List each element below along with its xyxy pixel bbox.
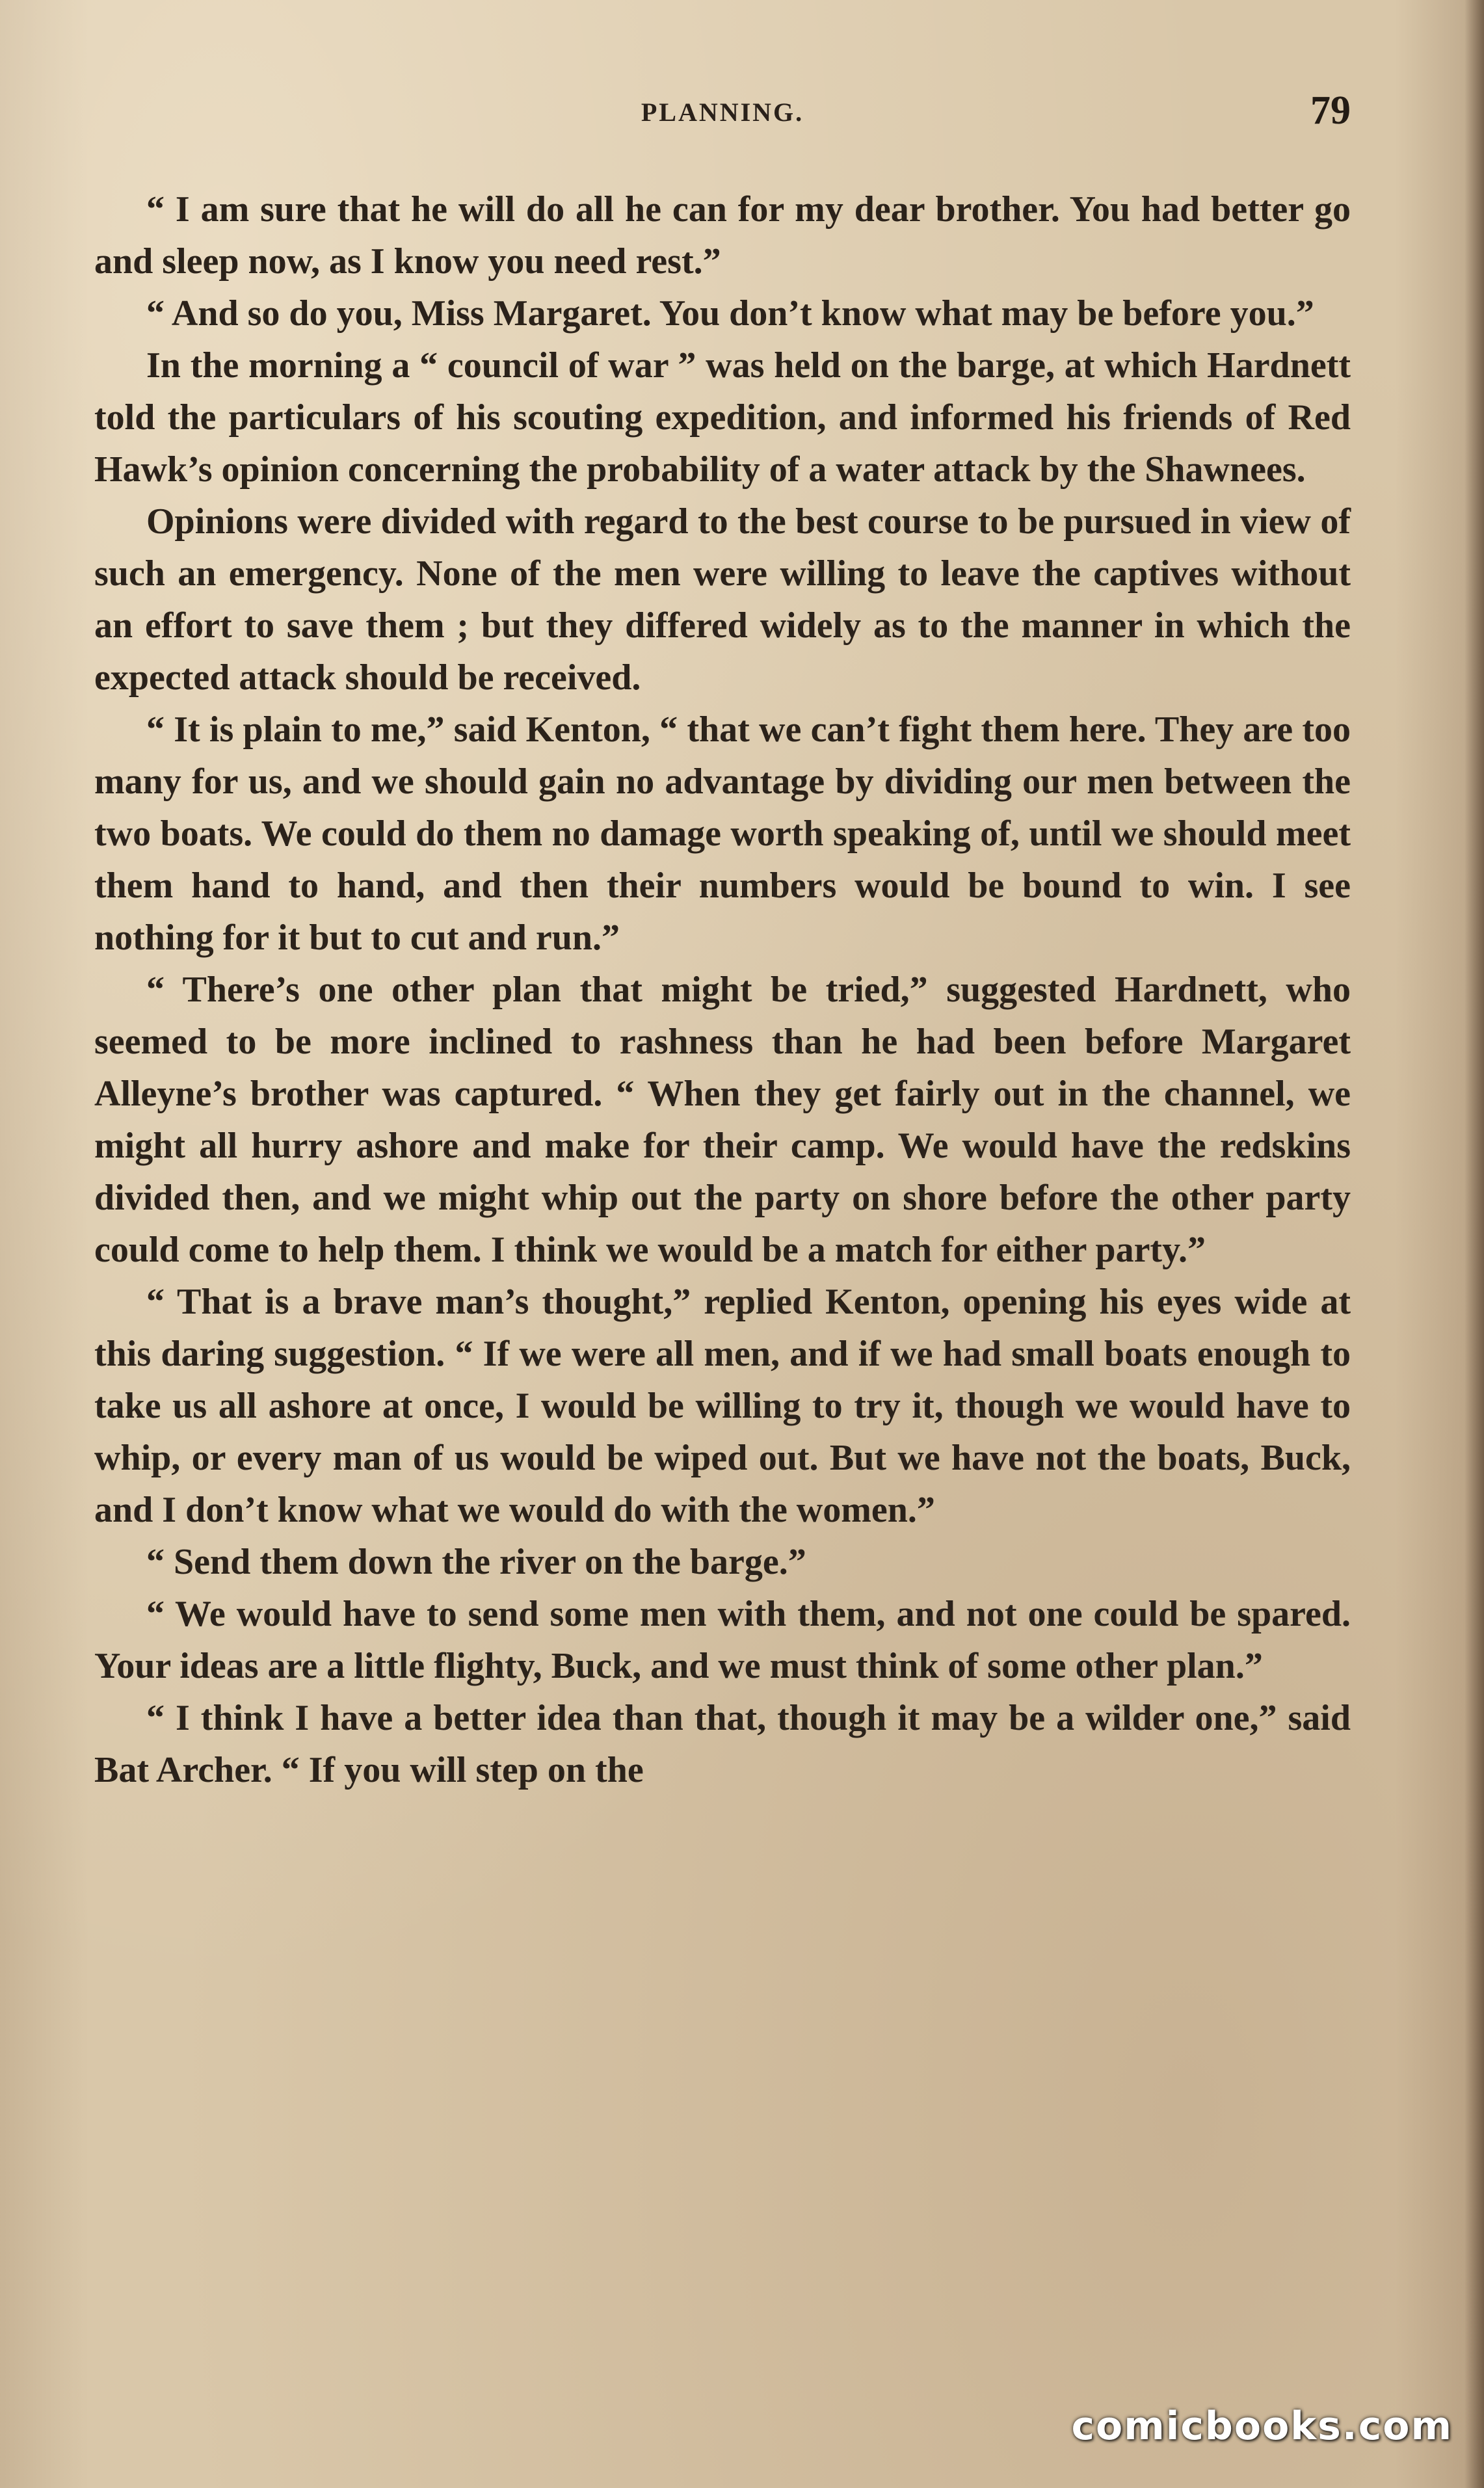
paragraph: Opinions were divided with regard to the best course to be pursued in view of such an emergency. None of the men were willing to leave the captives without an effort to save them ; but they differed widely as to the manner in which the expected attack should be received. [94, 501, 1351, 698]
paragraph: “ I think I have a better idea than that, though it may be a wilder one,” said Bat Archer. “ If you will step on the [94, 1698, 1351, 1790]
page-number: 79 [1310, 88, 1351, 133]
paragraph: “ There’s one other plan that might be tried,” suggested Hardnett, who seemed to be more inclined to rashness than he had been before Margaret Alleyne’s brother was captured. “ When they get fairly out in the channel, we might all hurry ashore and make for their camp. We would have the redskins divided then, and we might whip out the party on shore before the other party could come to help them. I think we would be a match for either party.” [94, 970, 1351, 1270]
paragraph: “ And so do you, Miss Margaret. You don’t know what may be before you.” [146, 293, 1314, 334]
body-text [94, 183, 1351, 1796]
paragraph: “ It is plain to me,” said Kenton, “ that we can’t fight them here. They are too many for us, and we should gain no advantage by dividing our men between the two boats. We could do them no damage worth speaking of, until we should meet them hand to hand, and then their numbers would be bound to win. I see nothing for it but to cut and run.” [94, 709, 1351, 958]
page-edge-shadow [1464, 0, 1484, 2488]
watermark: comicbooks.com [1071, 2403, 1453, 2449]
paragraph: “ That is a brave man’s thought,” replied Kenton, opening his eyes wide at this daring suggestion. “ If we were all men, and if we had small boats enough to take us all ashore at once, I would be willing to try it, though we would have to whip, or every man of us would be wiped out. But we have not the boats, Buck, and I don’t know what we would do with the women.” [94, 1282, 1351, 1530]
paragraph: In the morning a “ council of war ” was held on the barge, at which Hardnett told the particulars of his scouting expedition, and informed his friends of Red Hawk’s opinion concerning the probability of a water attack by the Shawnees. [94, 345, 1351, 490]
paragraph: “ I am sure that he will do all he can for my dear brother. You had better go and sleep now, as I know you need rest.” [94, 189, 1351, 282]
paragraph: “ We would have to send some men with them, and not one could be spared. Your ideas are a little flighty, Buck, and we must think of some other plan.” [94, 1594, 1351, 1686]
page-header [94, 88, 1351, 140]
running-head: PLANNING. [641, 98, 804, 127]
paragraph: “ Send them down the river on the barge.” [146, 1542, 806, 1582]
